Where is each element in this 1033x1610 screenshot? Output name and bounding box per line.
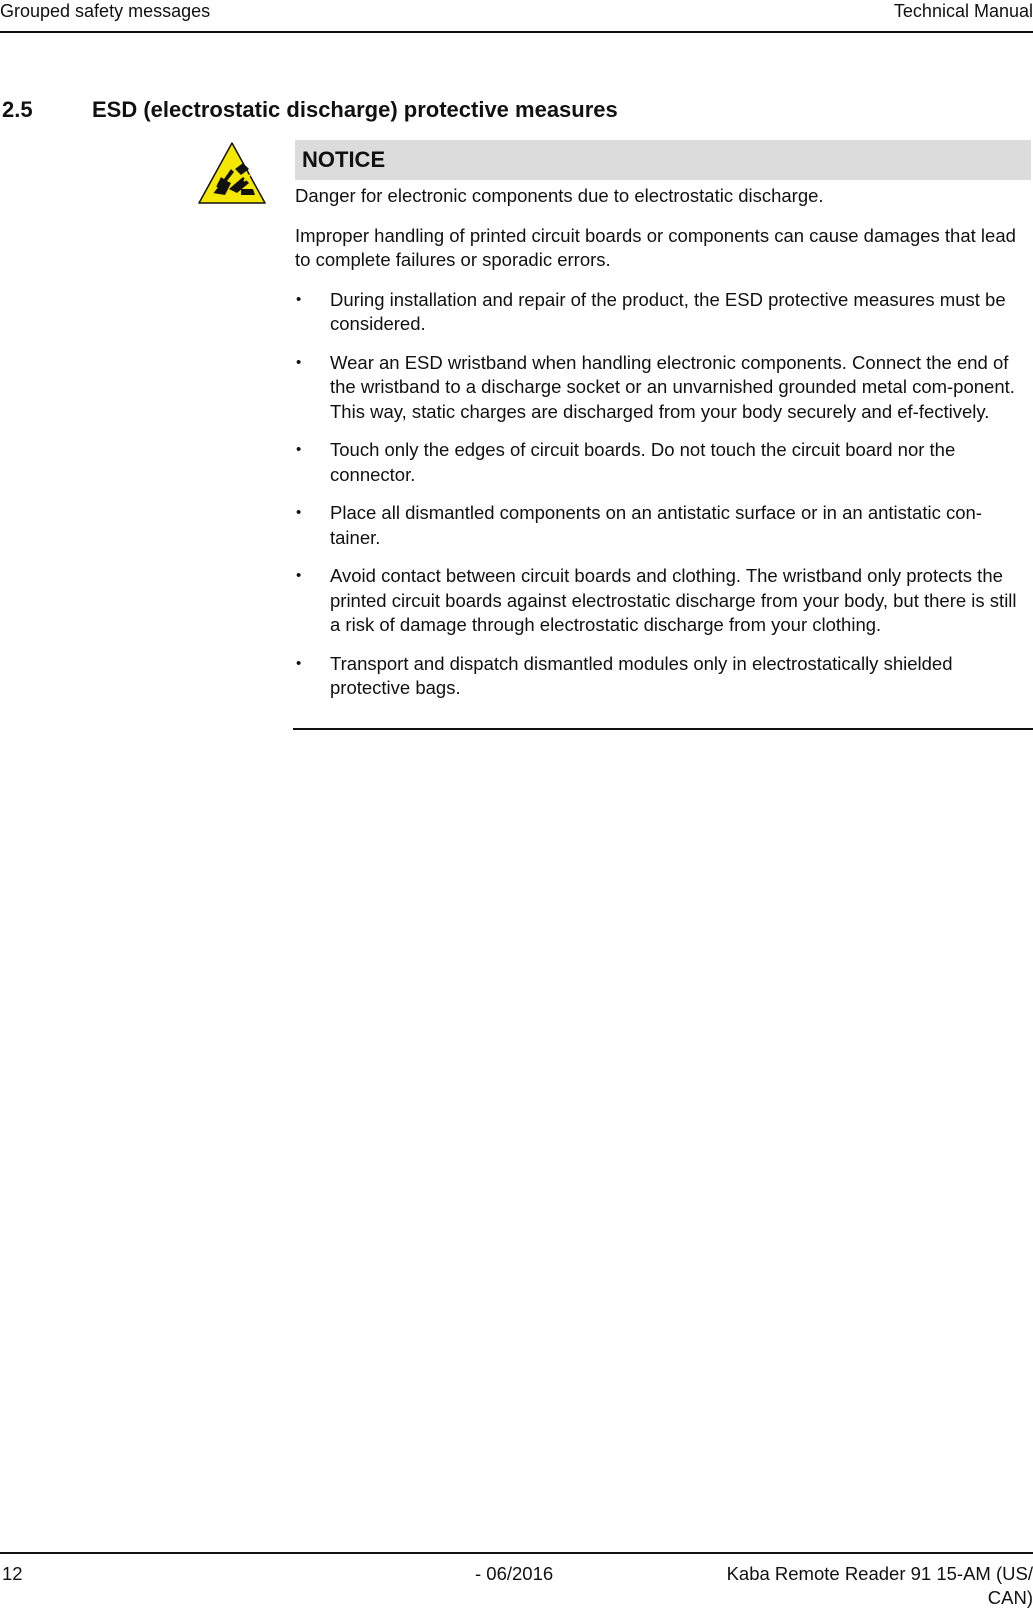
- section-title: ESD (electrostatic discharge) protective measures: [92, 97, 618, 122]
- notice-bullet-list: [295, 288, 1029, 701]
- bullet-icon: •: [296, 353, 302, 371]
- bullet-icon: •: [296, 567, 302, 584]
- esd-warning-icon: [197, 141, 267, 205]
- section-number: 2.5: [2, 97, 33, 122]
- bullet-icon: •: [296, 441, 302, 458]
- list-item: [295, 564, 1029, 638]
- bullet-text: Avoid contact between circuit boards and clothing. The wristband only protects the printed circuit boards against electrostatic discharge from your body, but there is still a risk of damage through electrostatic discharge from your clothing.: [330, 565, 1017, 635]
- footer-rule: [0, 1552, 1033, 1554]
- header-rule: [0, 31, 1033, 33]
- bullet-text: During installation and repair of the product, the ESD protective measures must be considered.: [330, 288, 1006, 334]
- list-item: [295, 501, 1029, 550]
- bullet-icon: •: [296, 654, 302, 672]
- page-number: 12: [2, 1563, 23, 1584]
- header-manual-type: Technical Manual: [893, 1, 1033, 21]
- list-item: [295, 438, 1029, 487]
- bullet-text: Touch only the edges of circuit boards. Do not touch the circuit board nor the connector.: [330, 439, 956, 485]
- notice-label: NOTICE: [295, 140, 1031, 180]
- footer-date: - 06/2016: [475, 1563, 554, 1584]
- bullet-text: Wear an ESD wristband when handling electronic components. Connect the end of the wristband to a discharge socket or an unvarnished grounded metal com-ponent. This way, static charges are discharged from your body securely and ef-fectively.: [330, 351, 1015, 422]
- notice-paragraph: Danger for electronic components due to electrostatic discharge.: [295, 185, 824, 206]
- list-item: [295, 351, 1029, 425]
- header-chapter: Grouped safety messages: [0, 1, 211, 21]
- list-item: [295, 288, 1029, 337]
- list-item: [295, 652, 1029, 701]
- bullet-text: Place all dismantled components on an antistatic surface or in an antistatic con-tainer.: [330, 502, 982, 548]
- notice-end-rule: [293, 728, 1033, 730]
- notice-paragraph: Improper handling of printed circuit boards or components can cause damages that lead to complete failures or sporadic errors.: [295, 224, 1016, 270]
- notice-body: [295, 184, 1029, 701]
- footer-product-name: Kaba Remote Reader 91 15-AM (US/ CAN): [726, 1563, 1033, 1608]
- bullet-text: Transport and dispatch dismantled modules only in electrostatically shielded protective bags.: [330, 652, 953, 698]
- bullet-icon: •: [296, 504, 302, 521]
- bullet-icon: •: [296, 290, 302, 308]
